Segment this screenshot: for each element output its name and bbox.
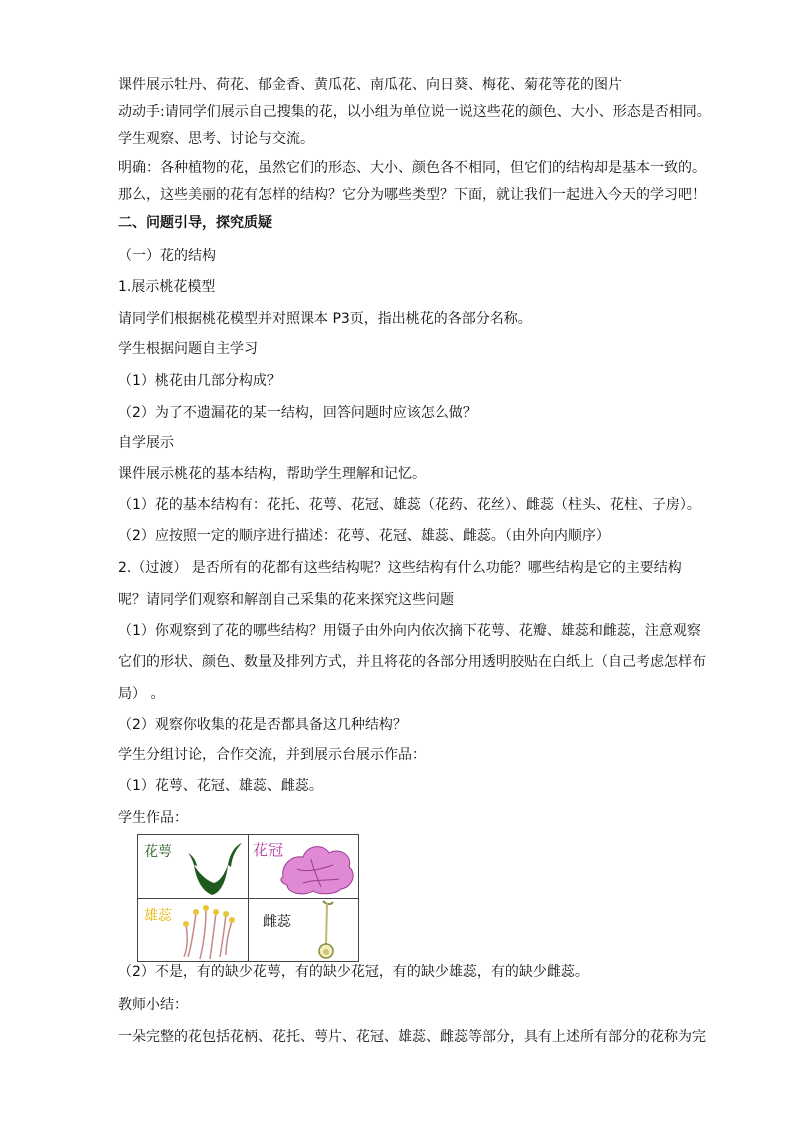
text-line: （2）不是，有的缺少花萼，有的缺少花冠，有的缺少雄蕊，有的缺少雌蕊。: [118, 964, 589, 980]
text-line: （1）你观察到了花的哪些结构？用镊子由外向内依次摘下花萼、花瓣、雄蕊和雌蕊，注意观察: [118, 623, 701, 639]
student-work-figure: [137, 834, 359, 962]
subsection-heading: （一）花的结构: [118, 248, 216, 264]
text-line: 局） 。: [118, 686, 165, 702]
text-line: （1）花萼、花冠、雄蕊、雌蕊。: [118, 778, 323, 794]
text-line: 自学展示: [118, 435, 174, 451]
text-line: 学生作品：: [118, 810, 188, 826]
section-heading: 二、问题引导，探究质疑: [118, 215, 272, 231]
sepal-illustration: [184, 835, 244, 897]
stamen-illustration: [176, 901, 246, 961]
corolla-cell: [249, 835, 359, 899]
text-line: （2）为了不遗漏花的某一结构，回答问题时应该怎么做？: [118, 405, 477, 421]
corolla-label: 花冠: [253, 841, 284, 859]
text-line: 课件展示牡丹、荷花、郁金香、黄瓜花、南瓜花、向日葵、梅花、菊花等花的图片: [118, 77, 622, 93]
stamen-cell: [138, 899, 249, 962]
corolla-illustration: [277, 839, 357, 897]
text-line: 课件展示桃花的基本结构，帮助学生理解和记忆。: [118, 466, 426, 482]
text-line: （1）花的基本结构有：花托、花萼、花冠、雄蕊（花药、花丝）、雌蕊（柱头、花柱、子房）。: [118, 497, 701, 513]
pistil-label: 雌蕊: [263, 914, 291, 930]
text-line: 明确：各种植物的花，虽然它们的形态、大小、颜色各不相同，但它们的结构却是基本一致的。: [118, 160, 706, 176]
text-line: 它们的形状、颜色、数量及排列方式，并且将花的各部分用透明胶贴在白纸上（自己考虑怎样布: [118, 654, 706, 670]
text-line: 那么，这些美丽的花有怎样的结构？它分为哪些类型？下面，就让我们一起进入今天的学习吧！: [118, 187, 706, 203]
text-line: （1）桃花由几部分构成？: [118, 373, 281, 389]
text-line: 学生分组讨论，合作交流，并到展示台展示作品：: [118, 747, 426, 763]
text-line: 2.（过渡） 是否所有的花都有这些结构呢？这些结构有什么功能？哪些结构是它的主要结构: [118, 560, 682, 576]
text-line: 请同学们根据桃花模型并对照课本 P3页，指出桃花的各部分名称。: [118, 311, 532, 327]
text-line: 呢？请同学们观察和解剖自己采集的花来探究这些问题: [118, 592, 454, 608]
pistil-illustration: [311, 899, 341, 961]
text-line: （2）应按照一定的顺序进行描述：花萼、花冠、雄蕊、雌蕊。（由外向内顺序）: [118, 528, 610, 544]
text-line: 学生观察、思考、讨论与交流。: [118, 131, 314, 147]
text-line: （2）观察你收集的花是否都具备这几种结构？: [118, 717, 407, 733]
pistil-cell: [249, 899, 359, 962]
stamen-label: 雄蕊: [144, 908, 172, 924]
text-line: 学生根据问题自主学习: [118, 341, 258, 357]
sepal-cell: [138, 835, 249, 899]
text-line: 动动手:请同学们展示自己搜集的花，以小组为单位说一说这些花的颜色、大小、形态是否相同。: [118, 104, 711, 120]
text-line: 教师小结：: [118, 997, 188, 1013]
text-line: 一朵完整的花包括花柄、花托、萼片、花冠、雄蕊、雌蕊等部分，具有上述所有部分的花称为完: [118, 1029, 706, 1045]
text-line: 1.展示桃花模型: [118, 279, 216, 295]
sepal-label: 花萼: [144, 844, 172, 860]
